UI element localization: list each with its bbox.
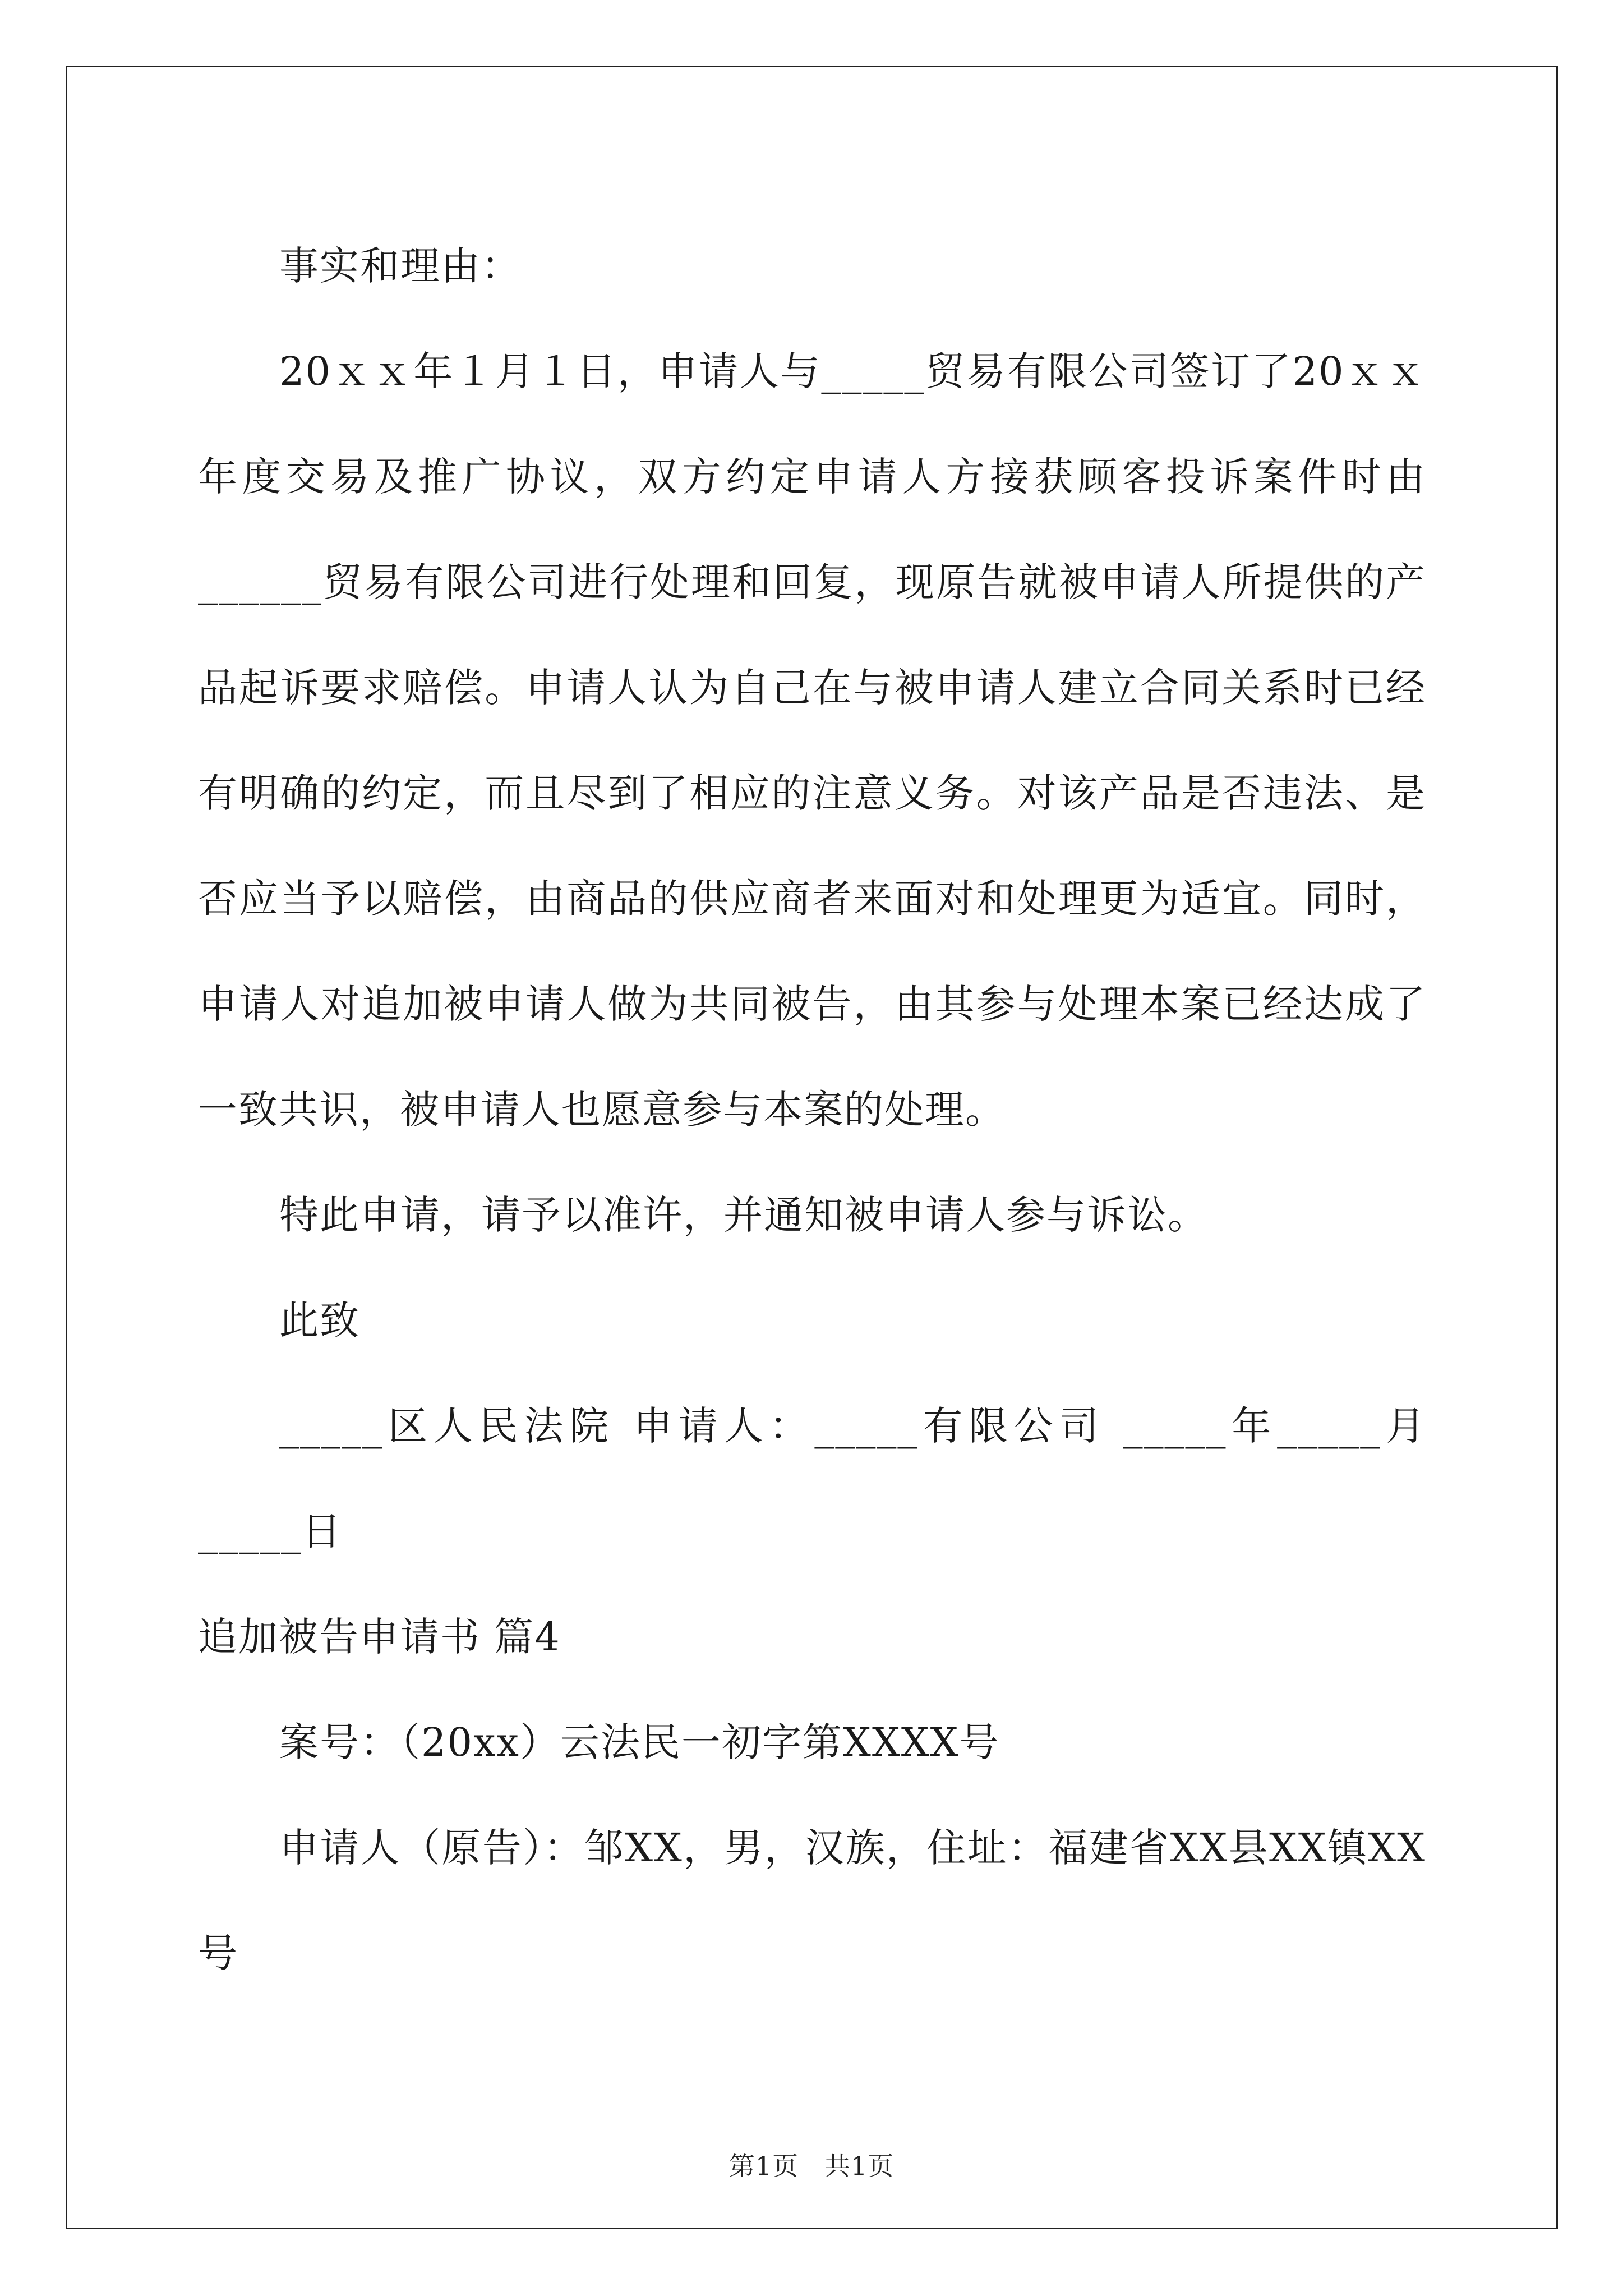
paragraph-request: 特此申请，请予以准许，并通知被申请人参与诉讼。: [279, 1192, 1208, 1238]
paragraph-facts-heading: 事实和理由：: [279, 243, 522, 289]
page-total: 共1页: [824, 2151, 895, 2181]
paragraph-signature: _____区人民法院 申请人：_____有限公司 _____年_____月_____日: [198, 1403, 1426, 1554]
section-heading: 追加被告申请书 篇4: [198, 1614, 561, 1660]
paragraph-applicant: 申请人（原告）：邹XX，男，汉族，住址：福建省XX县XX镇XX号: [198, 1825, 1426, 1976]
document-body: [198, 213, 1426, 2006]
paragraph-case-number: 案号：（20xx）云法民一初字第XXXX号: [279, 1719, 1000, 1765]
page-footer: [0, 2146, 1623, 2183]
paragraph-facts-body: 20ｘｘ年１月１日，申请人与_____贸易有限公司签订了20ｘｘ年度交易及推广协议，双方约定申请人方接获顾客投诉案件时由______贸易有限公司进行处理和回复，现原告就被申请人所提供的产品起诉要求赔偿。申请人认为自己在与被申请人建立合同关系时已经有明确的约定，而且尽到了相应的注意义务。对该产品是否违法、是否应当予以赔偿，由商品的供应商者来面对和处理更为适宜。同时，申请人对追加被申请人做为共同被告，由其参与处理本案已经达成了一致共识，被申请人也愿意参与本案的处理。: [198, 348, 1426, 1133]
page-number: 第1页: [728, 2151, 799, 2181]
paragraph-salutation: 此致: [279, 1297, 360, 1343]
